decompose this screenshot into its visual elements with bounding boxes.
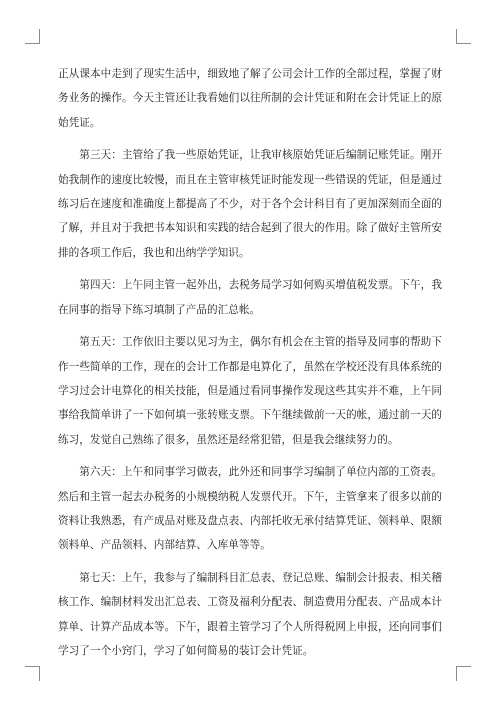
- paragraph-day-5: 第五天：工作依旧主要以见习为主，偶尔有机会在主管的指导及同事的帮助下作一些简单的工作，现在的会计工作都是电算化了，虽然在学校还没有具体系统的学习过会计电算化的相关技能，但是通过看同事操作发现这些其实并不难，上午同事给我简单讲了一下如何填一张转账支票。下午继续做前一天的帐，通过前一天的练习，发觉自己熟练了很多，虽然还是经常犯错，但是我会继续努力的。: [58, 336, 442, 446]
- crop-mark-bottom-left: [25, 666, 40, 681]
- paragraph-continuation: 正从课本中走到了现实生活中，细致地了解了公司会计工作的全部过程，掌握了财务业务的操作。今天主管还让我看她们以往所制的会计凭证和附在会计凭证上的原始凭证。: [58, 68, 442, 129]
- paragraph-day-6: 第六天：上午和同事学习做表，此外还和同事学习编制了单位内部的工资表。然后和主管一起去办税务的小规模纳税人发票代开。下午，主管拿来了很多以前的资料让我熟悉，有产成品对账及盘点表、内部托收无承付结算凭证、领料单、限额领料单、产品领料、内部结算、入库单等等。: [58, 466, 442, 552]
- paragraph-day-3: 第三天：主管给了我一些原始凭证，让我审核原始凭证后编制记账凭证。刚开始我制作的速度比较慢，而且在主管审核凭证时能发现一些错误的凭证，但是通过练习后在速度和准确度上都提高了不少，对于各个会计科目有了更加深刻而全面的了解，并且对于我把书本知识和实践的结合起到了很大的作用。除了做好主管所安排的各项工作后，我也和出纳学学知识。: [58, 149, 442, 259]
- document-body: [58, 62, 442, 672]
- crop-mark-bottom-right: [456, 666, 471, 681]
- crop-mark-top-right: [456, 29, 471, 44]
- paragraph-day-4: 第四天：上午同主管一起外出，去税务局学习如何购买增值税发票。下午，我在同事的指导下练习填制了产品的汇总帐。: [58, 279, 442, 316]
- paragraph-day-7: 第七天：上午，我参与了编制科目汇总表、登记总账、编制会计报表、相关稽核工作、编制材料发出汇总表、工资及福利分配表、制造费用分配表、产品成本计算单、计算产品成本等。下午，跟着主管学习了个人所得税网上申报，还向同事们学习了一个小窍门，学习了如何简易的装订会计凭证。: [58, 572, 442, 658]
- crop-mark-top-left: [25, 29, 40, 44]
